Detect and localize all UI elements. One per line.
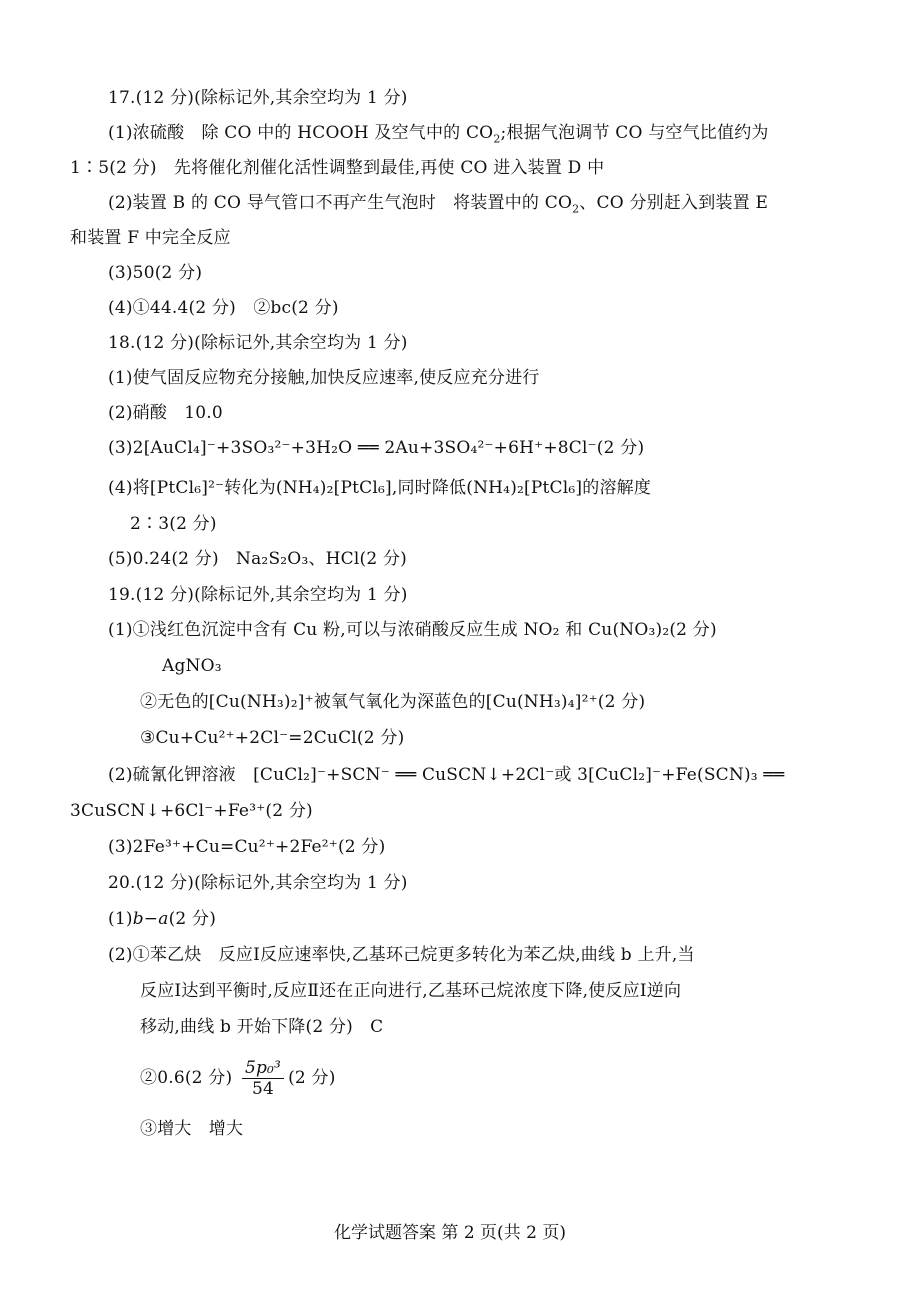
q19-part1-line3: ②无色的[Cu(NH₃)₂]⁺被氧气氧化为深蓝色的[Cu(NH₃)₄]²⁺(2 分): [140, 692, 646, 712]
q18-part2: (2)硝酸 10.0: [108, 403, 223, 423]
q18-header: 18.(12 分)(除标记外,其余空均为 1 分): [108, 333, 408, 353]
q20-part2-line3: 移动,曲线 b 开始下降(2 分) C: [140, 1017, 384, 1037]
q18-part4-line1: (4)将[PtCl₆]²⁻转化为(NH₄)₂[PtCl₆],同时降低(NH₄)₂[PtCl₆]的溶解度: [108, 478, 652, 498]
q17-part2-line2: 和装置 F 中完全反应: [70, 228, 231, 248]
q20-part1: (1)b−a(2 分): [108, 909, 217, 929]
q19-part3: (3)2Fe³⁺+Cu=Cu²⁺+2Fe²⁺(2 分): [108, 837, 386, 857]
q19-part1-line2: AgNO₃: [162, 656, 222, 676]
q19-part1-line4: ③Cu+Cu²⁺+2Cl⁻=2CuCl(2 分): [140, 728, 405, 748]
fraction: $\frac{\text{5p₀³}}{54}$: [242, 1058, 284, 1099]
q17-header: 17.(12 分)(除标记外,其余空均为 1 分): [108, 88, 408, 108]
q17-part4: (4)①44.4(2 分) ②bc(2 分): [108, 298, 339, 318]
q20-part2-line4: ②0.6(2 分) $\frac{\text{5p₀³}}{54}$ (2 分): [140, 1058, 336, 1099]
q20-part2-line5: ③增大 增大: [140, 1119, 244, 1139]
q20-part2-line2: 反应Ⅰ达到平衡时,反应Ⅱ还在正向进行,乙基环己烷浓度下降,使反应Ⅰ逆向: [140, 981, 682, 1001]
q20-header: 20.(12 分)(除标记外,其余空均为 1 分): [108, 873, 408, 893]
q17-part3: (3)50(2 分): [108, 263, 203, 283]
q18-part4-line2: 2∶3(2 分): [130, 514, 217, 534]
q18-part3: (3)2[AuCl₄]⁻+3SO₃²⁻+3H₂O ══ 2Au+3SO₄²⁻+6H⁺+8Cl⁻(2 分): [108, 438, 645, 458]
q19-header: 19.(12 分)(除标记外,其余空均为 1 分): [108, 585, 408, 605]
q18-part5: (5)0.24(2 分) Na₂S₂O₃、HCl(2 分): [108, 549, 408, 569]
q17-part1-line2: 1∶5(2 分) 先将催化剂催化活性调整到最佳,再使 CO 进入装置 D 中: [70, 158, 605, 178]
q19-part2-line1: (2)硫氰化钾溶液 [CuCl₂]⁻+SCN⁻ ══ CuSCN↓+2Cl⁻或 3[CuCl₂]⁻+Fe(SCN)₃ ══: [108, 765, 785, 785]
q19-part2-line2: 3CuSCN↓+6Cl⁻+Fe³⁺(2 分): [70, 801, 313, 821]
q19-part1-line1: (1)①浅红色沉淀中含有 Cu 粉,可以与浓硝酸反应生成 NO₂ 和 Cu(NO₃)₂(2 分): [108, 620, 717, 640]
q17-part2-line1: (2)装置 B 的 CO 导气管口不再产生气泡时 将装置中的 $CO_2$、CO 分别赶入到装置 E: [108, 193, 769, 216]
q20-part2-line1: (2)①苯乙炔 反应Ⅰ反应速率快,乙基环己烷更多转化为苯乙炔,曲线 b 上升,当: [108, 945, 695, 965]
q17-part1-line1: (1)浓硫酸 除 CO 中的 HCOOH 及空气中的 $CO_2$;根据气泡调节 CO 与空气比值约为: [108, 123, 769, 146]
page-footer: 化学试题答案 第 2 页(共 2 页): [334, 1223, 566, 1243]
q18-part1: (1)使气固反应物充分接触,加快反应速率,使反应充分进行: [108, 368, 540, 388]
